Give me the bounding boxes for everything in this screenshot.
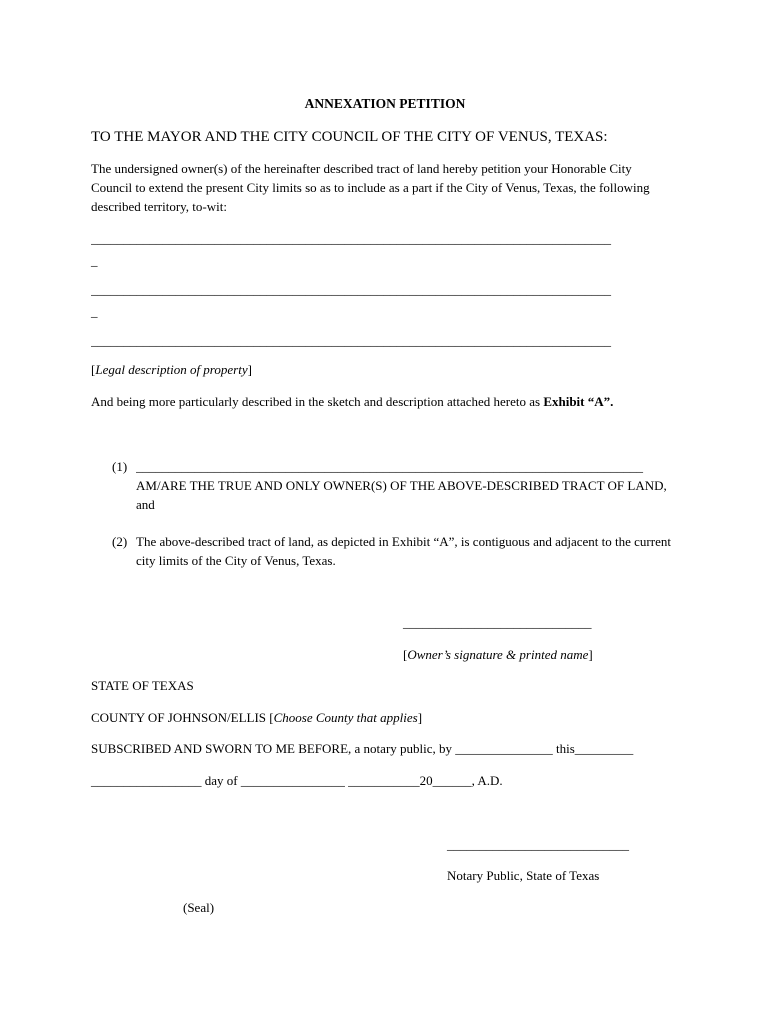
item-1 — [112, 457, 672, 514]
county-suffix: ] — [417, 710, 423, 725]
notary-label: Notary Public, State of Texas — [447, 868, 600, 883]
owner-signature-line: _____________________________ — [403, 615, 592, 630]
exhibit-sentence-text: And being more particularly described in the sketch and description attached hereto as — [91, 394, 544, 409]
description-blank-2: ________________________________________________________________________________ — [91, 282, 611, 297]
subscribed-line: SUBSCRIBED AND SWORN TO ME BEFORE, a notary public, by _______________ this_________ — [91, 741, 634, 756]
legal-description-label: [Legal description of property] — [91, 362, 252, 377]
intro-paragraph: The undersigned owner(s) of the hereinafter described tract of land hereby petition your Honorable City Council to extend the present City limits so as to include as a part if the City of Venus, Texas, the following described territory, to-wit: — [91, 161, 650, 214]
document-title: ANNEXATION PETITION — [304, 96, 466, 111]
item-1-number: (1) — [112, 459, 128, 474]
item-1-text: AM/ARE THE TRUE AND ONLY OWNER(S) OF THE ABOVE-DESCRIBED TRACT OF LAND, and — [136, 478, 667, 512]
owner-signature-label-text: Owner’s signature & printed name — [407, 647, 589, 662]
owner-name-blank: ______________________________________________________________________________ — [136, 459, 643, 474]
addressee-line: TO THE MAYOR AND THE CITY COUNCIL OF THE CITY OF VENUS, TEXAS: — [91, 129, 608, 145]
legal-description-text: Legal description of property — [95, 362, 248, 377]
county-line — [91, 709, 422, 728]
description-blank-1: ________________________________________________________________________________ — [91, 231, 611, 246]
description-blank-3: ________________________________________________________________________________ — [91, 333, 611, 348]
exhibit-reference: Exhibit “A”. — [543, 394, 614, 409]
item-1-body — [136, 457, 672, 514]
item-2 — [112, 532, 672, 570]
county-prefix: COUNTY OF JOHNSON/ELLIS [ — [91, 710, 274, 725]
description-blank-1-tail: _ — [91, 253, 98, 268]
description-blank-2-tail: _ — [91, 304, 98, 319]
owner-signature-label: [Owner’s signature & printed name] — [403, 647, 593, 662]
item-2-number: (2) — [112, 534, 128, 549]
item-2-text: The above-described tract of land, as depicted in Exhibit “A”, is contiguous and adjacent to the current city limits of the City of Venus, Texas. — [136, 534, 671, 568]
date-line: _________________ day of ________________ ___________20______, A.D. — [91, 773, 503, 788]
notary-signature-line: ____________________________ — [447, 837, 629, 852]
state-line: STATE OF TEXAS — [91, 678, 194, 693]
county-choose-note: Choose County that applies — [273, 710, 418, 725]
seal-label: (Seal) — [183, 900, 215, 915]
exhibit-sentence — [91, 393, 613, 412]
